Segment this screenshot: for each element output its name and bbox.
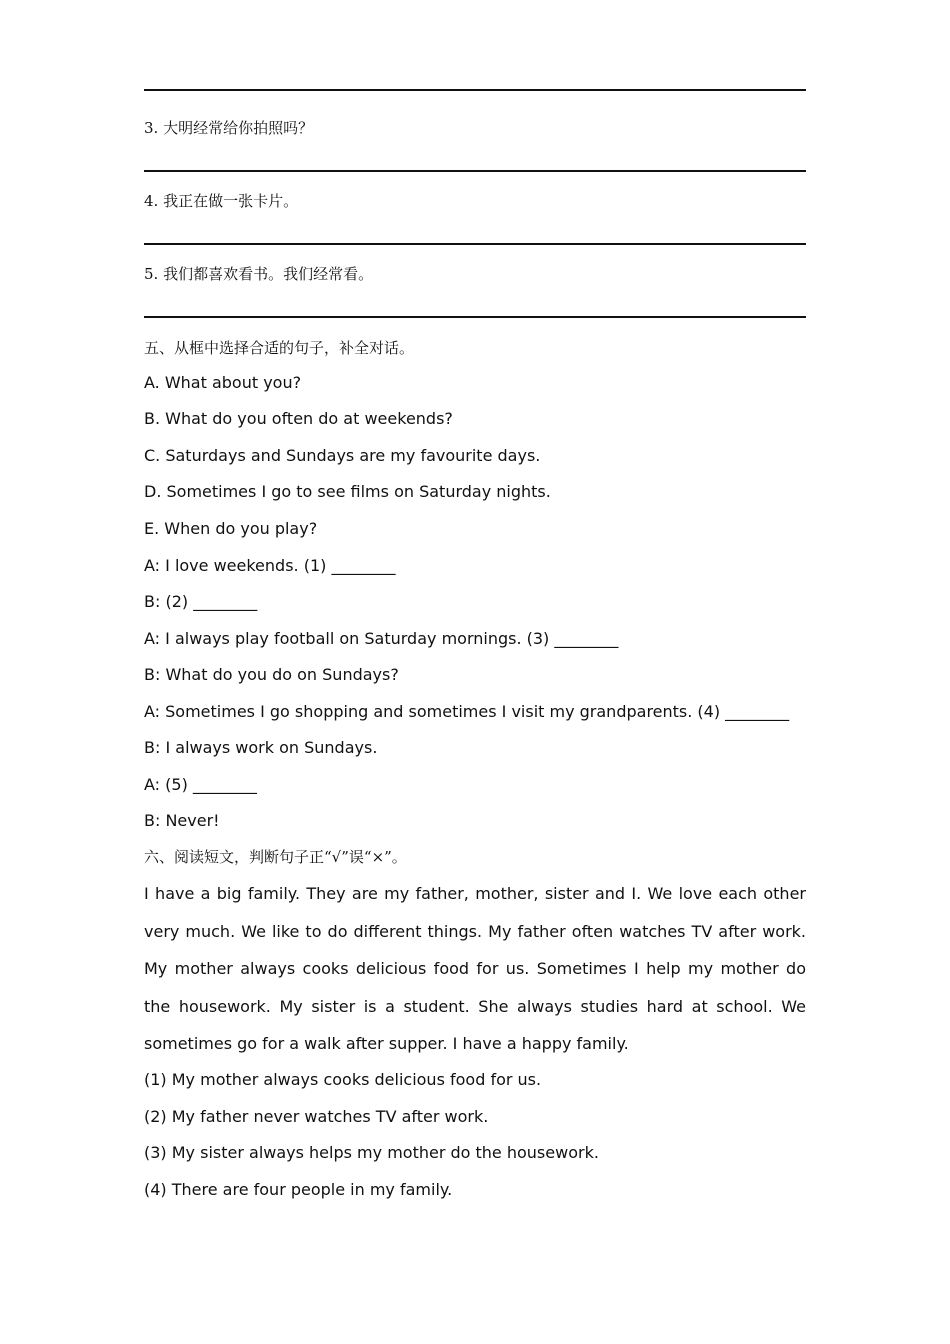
dialogue-line-6: B: I always work on Sundays.: [144, 738, 378, 757]
dialogue-line-2: B: (2) ________: [144, 592, 258, 611]
dialogue-line-1: A: I love weekends. (1) ________: [144, 556, 396, 575]
answer-line-3[interactable]: [144, 170, 806, 172]
option-a: A. What about you?: [144, 373, 302, 392]
option-e: E. When do you play?: [144, 519, 318, 538]
dialogue-line-3: A: I always play football on Saturday mornings. (3) ________: [144, 629, 619, 648]
translation-item-3: 3. 大明经常给你拍照吗？: [144, 119, 314, 137]
statement-2: (2) My father never watches TV after work.: [144, 1107, 489, 1126]
answer-line-5[interactable]: [144, 316, 806, 318]
answer-line-4[interactable]: [144, 243, 806, 245]
statement-4: (4) There are four people in my family.: [144, 1180, 453, 1199]
dialogue-line-4: B: What do you do on Sundays?: [144, 665, 399, 684]
dialogue-line-8: B: Never!: [144, 811, 220, 830]
dialogue-line-5: A: Sometimes I go shopping and sometimes I visit my grandparents. (4) ________: [144, 702, 790, 721]
dialogue-line-7: A: (5) ________: [144, 775, 257, 794]
section-six-heading: 六、阅读短文，判断句子正“√”误“×”。: [144, 848, 407, 866]
reading-passage: I have a big family. They are my father, mother, sister and I. We love each other very much. We like to do different things. My father often watches TV after work. My mother always cooks delicious food for us. Sometimes I help my mother do the housework. My sister is a student. She always studies hard at school. We sometimes go for a walk after supper. I have a happy family.: [144, 884, 806, 1053]
translation-item-4: 4. 我正在做一张卡片。: [144, 192, 299, 210]
statement-1: (1) My mother always cooks delicious food for us.: [144, 1070, 542, 1089]
option-d: D. Sometimes I go to see films on Saturday nights.: [144, 482, 551, 501]
section-five-heading: 五、从框中选择合适的句子，补全对话。: [144, 339, 415, 357]
option-c: C. Saturdays and Sundays are my favourite days.: [144, 446, 541, 465]
answer-line-2[interactable]: [144, 89, 806, 91]
statement-3: (3) My sister always helps my mother do the housework.: [144, 1143, 599, 1162]
translation-item-5: 5. 我们都喜欢看书。我们经常看。: [144, 265, 374, 283]
option-b: B. What do you often do at weekends?: [144, 409, 453, 428]
